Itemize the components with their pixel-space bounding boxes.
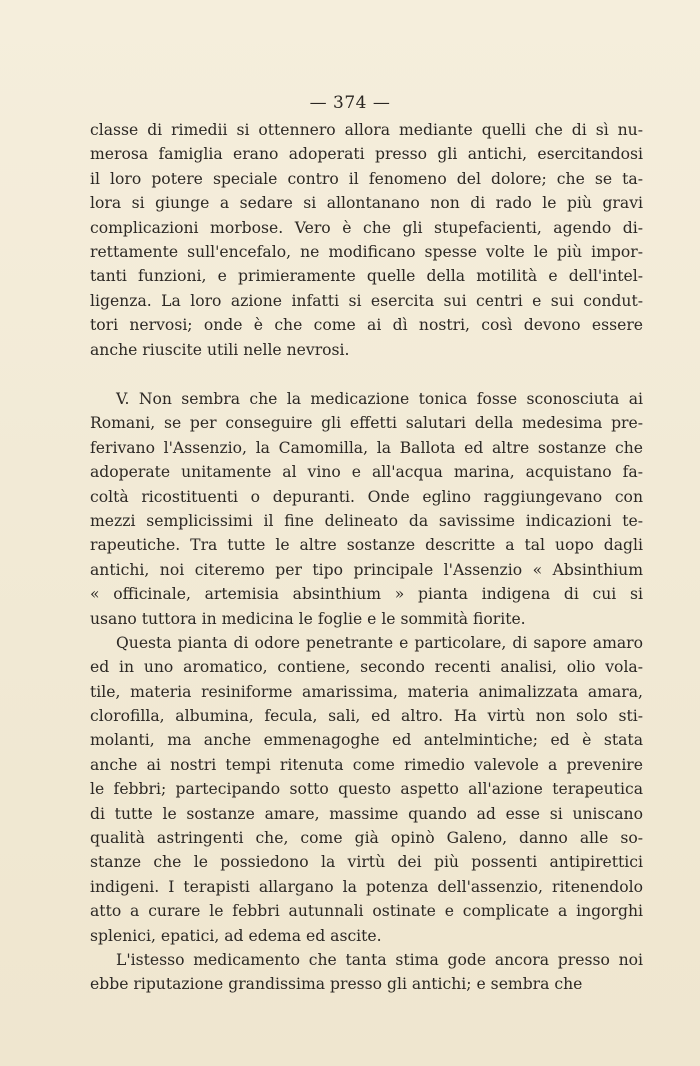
text-line: di tutte le sostanze amare, massime quando ad esse si uniscano	[90, 804, 643, 823]
paragraph	[90, 948, 643, 997]
paragraph	[90, 118, 643, 362]
text-line: le febbri; partecipando sotto questo aspetto all'azione terapeutica	[90, 780, 643, 799]
paragraph	[90, 631, 643, 948]
text-line: tile, materia resiniforme amarissima, materia animalizzata amara,	[90, 682, 643, 701]
text-line: tanti funzioni, e primieramente quelle della motilità e dell'intel-	[90, 267, 643, 286]
text-line: classe di rimedii si ottennero allora mediante quelli che di sì nu-	[90, 121, 643, 139]
text-line: usano tuttora in medicina le foglie e le sommità fiorite.	[90, 609, 526, 628]
text-line: ligenza. La loro azione infatti si esercita sui centri e sui condut-	[90, 291, 643, 310]
text-line: coltà ricostituenti o depuranti. Onde eglino raggiungevano con	[90, 487, 643, 506]
text-line: stanze che le possiedono la virtù dei più possenti antipirettici	[90, 853, 643, 872]
page-number: — 374 —	[309, 93, 391, 113]
text-line: ed in uno aromatico, contiene, secondo recenti analisi, olio vola-	[90, 658, 643, 677]
text-line: indigeni. I terapisti allargano la potenza dell'assenzio, ritenendolo	[90, 877, 643, 896]
text-line: lora si giunge a sedare si allontanano non di rado le più gravi	[90, 194, 643, 213]
text-block-bottom	[90, 387, 643, 997]
text-line: tori nervosi; onde è che come ai dì nostri, così devono essere	[90, 316, 643, 335]
text-line: il loro potere speciale contro il fenomeno del dolore; che se ta-	[90, 169, 643, 188]
text-line: V. Non sembra che la medicazione tonica fosse sconosciuta ai	[116, 390, 643, 408]
text-line: adoperate unitamente al vino e all'acqua marina, acquistano fa-	[90, 463, 643, 482]
text-block-top	[90, 118, 643, 362]
text-line: merosa famiglia erano adoperati presso gli antichi, esercitandosi	[90, 145, 643, 164]
text-line: atto a curare le febbri autunnali ostinate e complicate a ingorghi	[90, 902, 643, 921]
text-line: anche riuscite utili nelle nevrosi.	[90, 340, 350, 359]
text-line: rettamente sull'encefalo, ne modificano spesse volte le più impor-	[90, 242, 643, 261]
text-line: molanti, ma anche emmenagoghe ed antelmintiche; ed è stata	[90, 731, 643, 750]
text-line: rapeutiche. Tra tutte le altre sostanze descritte a tal uopo dagli	[90, 536, 643, 555]
text-line: complicazioni morbose. Vero è che gli stupefacienti, agendo di-	[90, 218, 643, 237]
text-line: Questa pianta di odore penetrante e particolare, di sapore amaro	[116, 633, 643, 652]
text-line: ebbe riputazione grandissima presso gli antichi; e sembra che	[90, 975, 583, 994]
text-line: mezzi semplicissimi il fine delineato da savissime indicazioni te-	[90, 511, 643, 530]
text-line: antichi, noi citeremo per tipo principale l'Assenzio « Absinthium	[90, 560, 643, 579]
text-line: ferivano l'Assenzio, la Camomilla, la Ballota ed altre sostanze che	[90, 438, 643, 457]
text-line: L'istesso medicamento che tanta stima gode ancora presso noi	[116, 950, 643, 969]
text-line: qualità astringenti che, come già opinò Galeno, danno alle so-	[90, 829, 643, 848]
text-line: clorofilla, albumina, fecula, sali, ed altro. Ha virtù non solo sti-	[90, 707, 643, 726]
paragraph	[90, 387, 643, 631]
text-line: anche ai nostri tempi ritenuta come rimedio valevole a prevenire	[90, 755, 643, 774]
text-line: « officinale, artemisia absinthium » pianta indigena di cui si	[90, 585, 643, 604]
text-line: splenici, epatici, ad edema ed ascite.	[90, 926, 382, 945]
text-line: Romani, se per conseguire gli effetti salutari della medesima pre-	[90, 414, 643, 433]
